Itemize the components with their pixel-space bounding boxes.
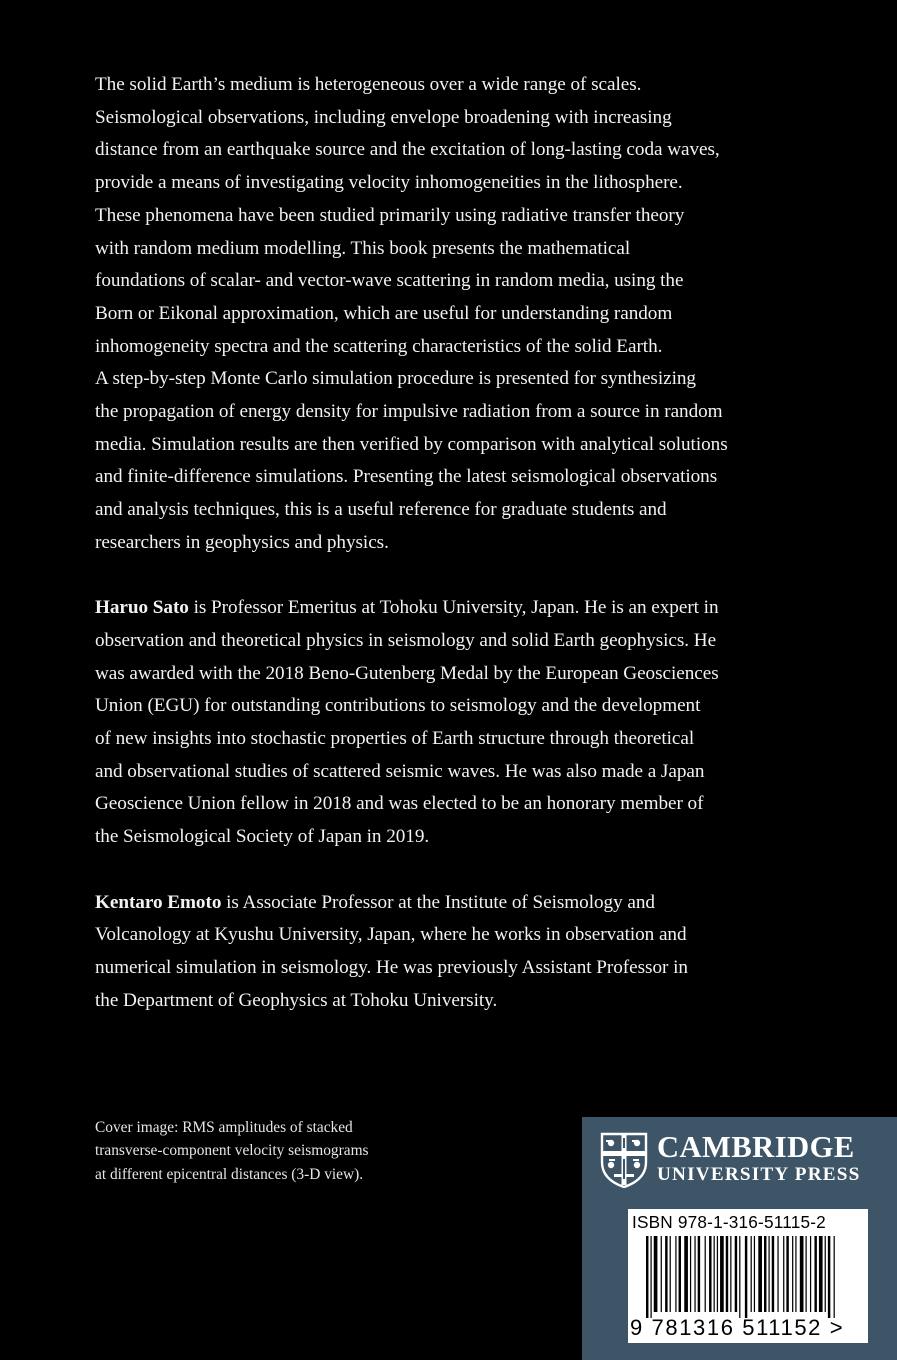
barcode-bar: [739, 1236, 740, 1318]
author-bio-haruo-sato: [95, 592, 807, 854]
barcode-bar: [665, 1236, 667, 1312]
barcode-bar: [828, 1236, 830, 1318]
barcode-bar: [772, 1236, 774, 1312]
barcode-bar: [795, 1236, 796, 1312]
barcode-bar: [661, 1236, 662, 1312]
back-cover-text: [95, 69, 807, 1017]
barcode-bar: [675, 1236, 676, 1312]
barcode-bar: [792, 1236, 793, 1312]
publisher-logo: [657, 1131, 861, 1187]
barcode-bar: [735, 1236, 737, 1312]
barcode-bar: [690, 1236, 691, 1312]
barcode-bar: [810, 1236, 811, 1312]
isbn-label: ISBN 978-1-316-51115-2: [632, 1212, 826, 1232]
author-bio-kentaro-emoto: [95, 887, 807, 1018]
barcode-bar: [720, 1236, 724, 1312]
barcode-bar: [806, 1236, 807, 1312]
barcode-digits: 9 781316 511152 >: [630, 1315, 845, 1340]
barcode-bar: [650, 1236, 651, 1318]
publisher-name-line2: UNIVERSITY PRESS: [657, 1164, 861, 1185]
barcode-bar: [768, 1236, 769, 1312]
author-bio-text: is Associate Professor at the Institute of Seismology and Volcanology at Kyushu University, Japan, where he works in observation and numerical simulation in seismology. He was previously Assistant Professor in the Department of Geophysics at Tohoku University.: [95, 891, 688, 1011]
barcode-bar: [745, 1236, 747, 1318]
barcode-bar: [646, 1236, 648, 1318]
barcode-bar: [679, 1236, 681, 1312]
barcode-bar: [758, 1236, 762, 1312]
publisher-name-line1: CAMBRIDGE: [657, 1130, 855, 1164]
barcode-bar: [709, 1236, 711, 1312]
barcode-bar: [754, 1236, 755, 1312]
barcode-bar: [814, 1236, 816, 1312]
barcode-bar: [714, 1236, 715, 1312]
barcode-bar: [684, 1236, 688, 1312]
isbn-barcode: [628, 1209, 868, 1343]
barcode-bar: [654, 1236, 658, 1312]
barcode-bar: [777, 1236, 778, 1312]
barcode-bar: [834, 1236, 835, 1318]
barcode-bar: [698, 1236, 700, 1312]
barcode-bar: [670, 1236, 671, 1312]
barcode-bar: [819, 1236, 823, 1312]
barcode-bar: [751, 1236, 752, 1312]
barcode-bar: [717, 1236, 718, 1312]
author-name: Kentaro Emoto: [95, 891, 222, 913]
publisher-panel: [582, 1117, 897, 1360]
barcode-bar: [705, 1236, 706, 1312]
barcode-bar: [800, 1236, 804, 1312]
barcode-bar: [694, 1236, 695, 1312]
barcode-bar: [783, 1236, 784, 1312]
cover-image-caption: Cover image: RMS amplitudes of stacked transverse-component velocity seismograms at different epicentral distances (3-D view).: [95, 1119, 369, 1183]
book-description: The solid Earth’s medium is heterogeneous over a wide range of scales. Seismological observations, including envelope broadening with increasing distance from an earthquake source and the excitation of long-lasting coda waves, provide a means of investigating velocity inhomogeneities in the lithosphere. These phenomena have been studied primarily using radiative transfer theory with random medium modelling. This book presents the mathematical foundations of scalar- and vector-wave scattering in random media, using the Born or Eikonal approximation, which are useful for understanding random inhomogeneity spectra and the scattering characteristics of the solid Earth. A step-by-step Monte Carlo simulation procedure is presented for synthesizing the propagation of energy density for impulsive radiation from a source in random media. Simulation results are then verified by comparison with analytical solutions and finite-difference simulations. Presenting the latest seismological observations and analysis techniques, this is a useful reference for graduate students and researchers in geophysics and physics.: [95, 74, 728, 553]
author-bio-text: is Professor Emeritus at Tohoku University, Japan. He is an expert in observation and theoretical physics in seismology and solid Earth geophysics. He was awarded with the 2018 Beno-Gutenberg Medal by the European Geosciences Union (EGU) for outstanding contributions to seismology and the development of new insights into stochastic properties of Earth structure through theoretical and observational studies of scattered seismic waves. He was also made a Japan Geoscience Union fellow in 2018 and was elected to be an honorary member of the Seismological Society of Japan in 2019.: [95, 597, 719, 848]
barcode-bar: [825, 1236, 826, 1312]
cambridge-crest-icon: [600, 1132, 648, 1188]
barcode-bar: [786, 1236, 788, 1312]
barcode-bar: [730, 1236, 731, 1312]
barcode-bar: [726, 1236, 728, 1312]
author-name: Haruo Sato: [95, 597, 189, 619]
barcode-bar: [764, 1236, 766, 1312]
